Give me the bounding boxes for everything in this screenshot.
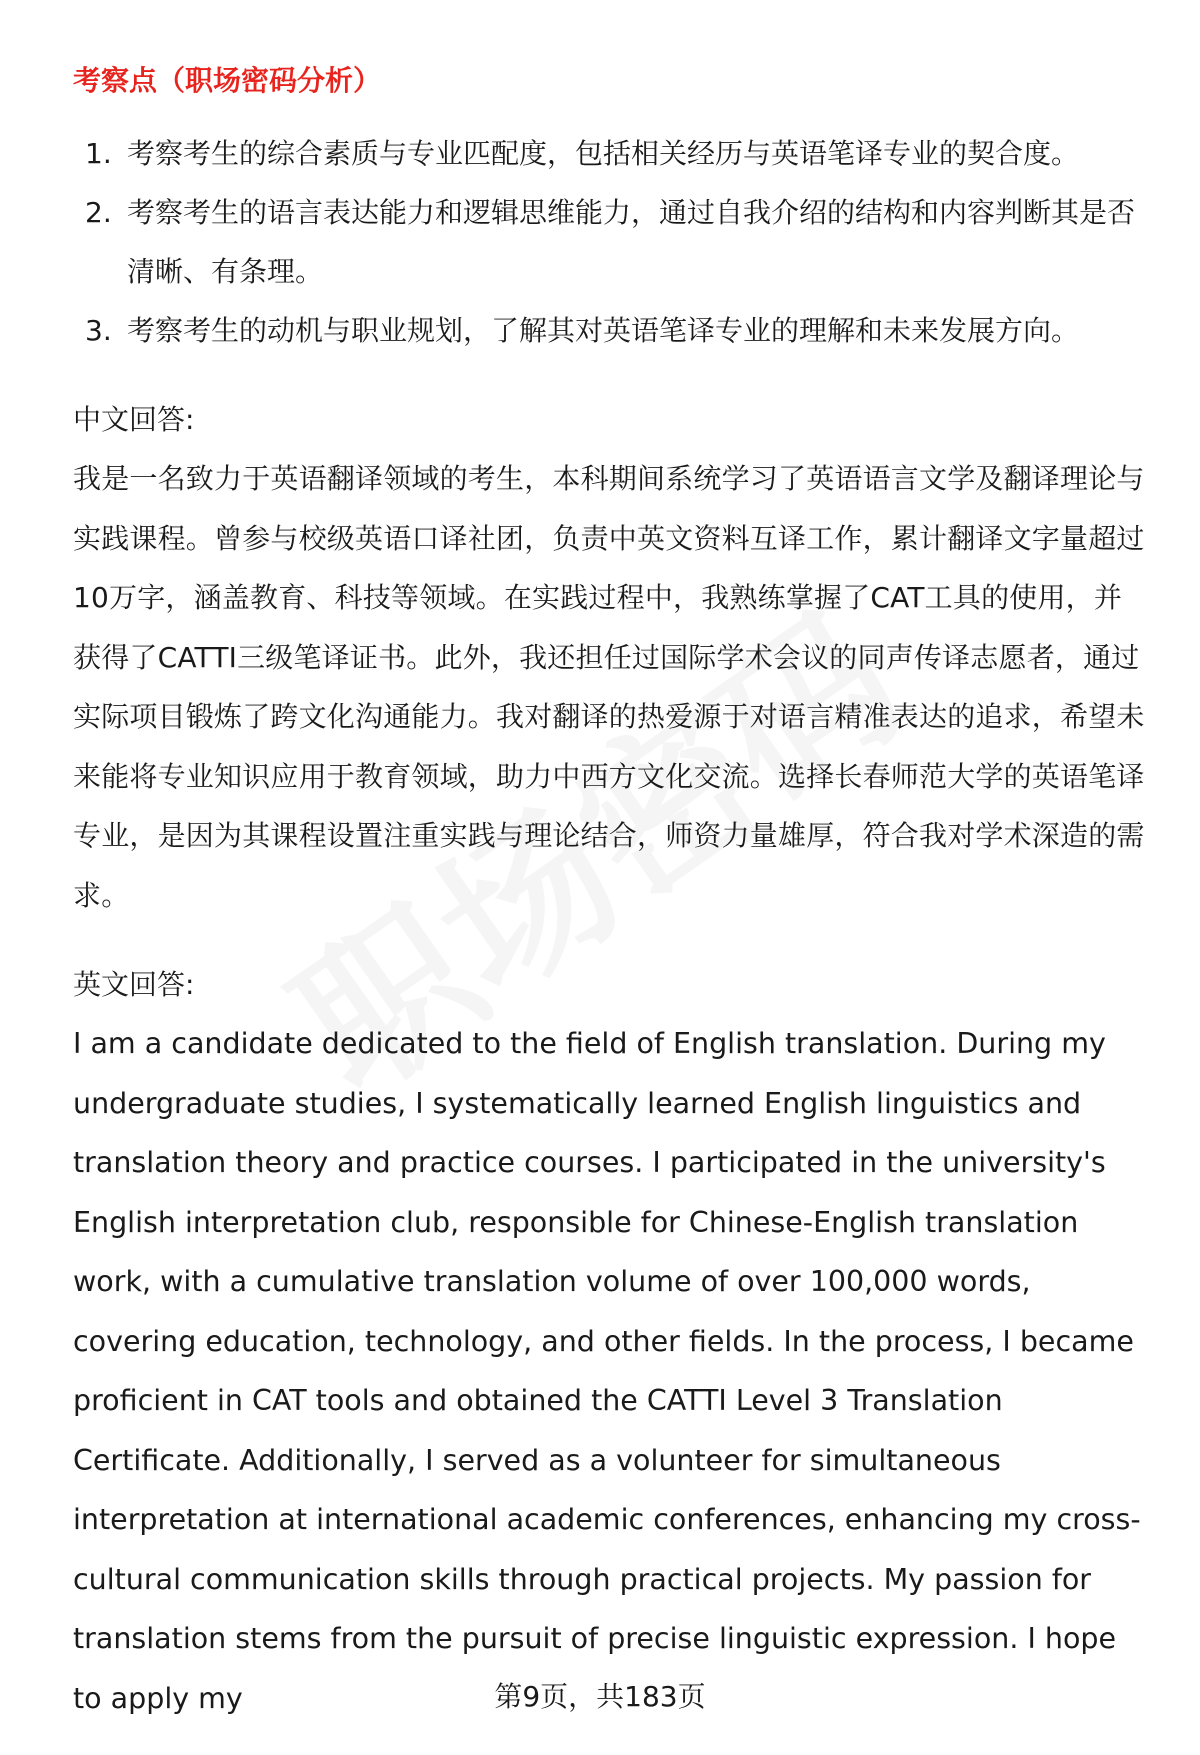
page-number: 第9页，共183页 bbox=[494, 1680, 706, 1713]
points-list bbox=[73, 124, 1148, 360]
list-item bbox=[73, 301, 1148, 360]
list-item-text: 考察考生的语言表达能力和逻辑思维能力，通过自我介绍的结构和内容判断其是否清晰、有条理。 bbox=[127, 196, 1136, 288]
list-number: 2. bbox=[85, 196, 112, 229]
section-title: 考察点（职场密码分析） bbox=[73, 64, 382, 97]
list-item bbox=[73, 183, 1148, 301]
list-item bbox=[73, 124, 1148, 183]
english-answer-text: I am a candidate dedicated to the field of English translation. During my undergraduate studies, I systematically learned English linguistics and translation theory and practice courses. I participated in the university's English interpretation club, responsible for Chinese-English translation work, with a cumulative translation volume of over 100,000 words, covering education, technology, and other fields. In the process, I became proficient in CAT tools and obtained the CATTI Level 3 Translation Certificate. Additionally, I served as a volunteer for simultaneous interpretation at international academic conferences, enhancing my cross-cultural communication skills through practical projects. My passion for translation stems from the pursuit of precise linguistic expression. I hope to apply my bbox=[73, 1027, 1141, 1715]
list-number: 1. bbox=[85, 137, 112, 170]
list-number: 3. bbox=[85, 314, 112, 347]
chinese-answer-text: 我是一名致力于英语翻译领域的考生，本科期间系统学习了英语语言文学及翻译理论与实践课程。曾参与校级英语口译社团，负责中英文资料互译工作，累计翻译文字量超过10万字，涵盖教育、科技等领域。在实践过程中，我熟练掌握了CAT工具的使用，并获得了CATTI三级笔译证书。此外，我还担任过国际学术会议的同声传译志愿者，通过实际项目锻炼了跨文化沟通能力。我对翻译的热爱源于对语言精准表达的追求，希望未来能将专业知识应用于教育领域，助力中西方文化交流。选择长春师范大学的英语笔译专业，是因为其课程设置注重实践与理论结合，师资力量雄厚，符合我对学术深造的需求。 bbox=[73, 462, 1145, 912]
list-item-text: 考察考生的动机与职业规划，了解其对英语笔译专业的理解和未来发展方向。 bbox=[127, 314, 1080, 347]
document-page bbox=[73, 56, 1148, 1728]
list-item-text: 考察考生的综合素质与专业匹配度，包括相关经历与英语笔译专业的契合度。 bbox=[127, 137, 1080, 170]
english-answer-label: 英文回答: bbox=[73, 968, 195, 1001]
chinese-answer-label: 中文回答: bbox=[73, 403, 195, 436]
